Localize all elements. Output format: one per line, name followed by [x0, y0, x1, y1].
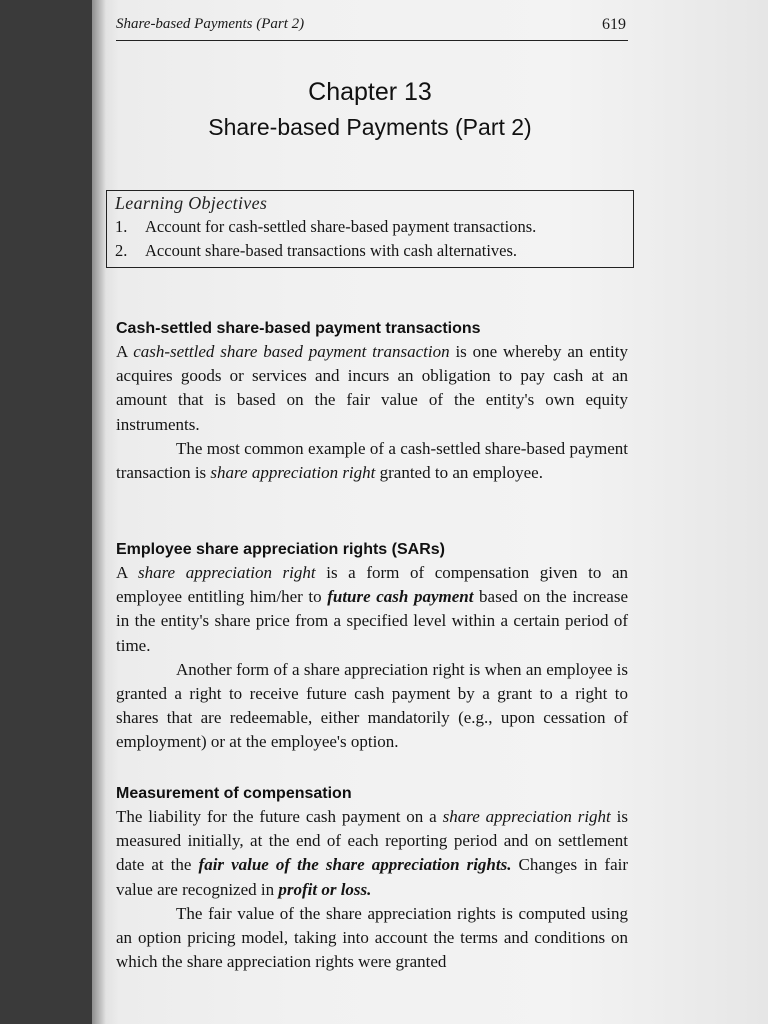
chapter-title: Share-based Payments (Part 2): [208, 114, 532, 140]
term-bold-italic: future cash payment: [327, 587, 474, 607]
term-italic: share appreciation right: [210, 463, 376, 483]
section-heading: Cash-settled share-based payment transactions: [116, 320, 481, 337]
objective-number: 2.: [115, 241, 128, 260]
objective-text: Account share-based transactions with cash alternatives.: [145, 241, 518, 260]
paragraph: A cash-settled share based payment transaction is one whereby an entity acquires goods or services and incurs an obligation to pay cash at an amount that is based on the fair value of the entity's own equity instruments.: [116, 342, 628, 434]
learning-objectives-box: [106, 190, 634, 268]
chapter-number: Chapter 13: [308, 78, 432, 106]
paragraph: The fair value of the share appreciation rights is computed using an option pricing model, taking into account the terms and conditions on which the share appreciation rights were granted: [116, 903, 628, 972]
page-edge-shadow: [92, 0, 106, 1024]
section-sars: [116, 539, 628, 755]
section-cash-settled: [116, 318, 628, 485]
section-measurement: [116, 783, 628, 974]
term-italic: cash-settled share based payment transaction: [133, 342, 450, 361]
paragraph: A share appreciation right is a form of compensation given to an employee entitling him/her to future cash payment based on the increase in the entity's share price from a specified level within a certain period of time.: [116, 563, 629, 655]
paragraph: Another form of a share appreciation right is when an employee is granted a right to receive future cash payment by a grant to a right to shares that are redeemable, either mandatorily (e.g., upon cessation of employment) or at the employee's option.: [116, 659, 628, 752]
section-heading: Measurement of compensation: [116, 785, 352, 802]
book-page: [92, 0, 768, 1024]
term-italic: share appreciation right: [442, 807, 611, 826]
objective-item: [115, 239, 625, 263]
objective-text: Account for cash-settled share-based payment transactions.: [145, 217, 537, 236]
objective-item: [115, 215, 625, 239]
page-number: 619: [602, 16, 626, 33]
paragraph: The liability for the future cash payment on a share appreciation right is measured initially, at the end of each reporting period and on settlement date at the fair value of the share appreciation rights. Changes in fair value are recognized in profit or loss.: [116, 807, 628, 899]
term-italic: share appreciation right: [137, 563, 316, 582]
running-title: Share-based Payments (Part 2): [116, 16, 305, 32]
section-heading: Employee share appreciation rights (SARs): [116, 541, 445, 558]
objective-number: 1.: [115, 217, 128, 236]
running-header: [116, 14, 628, 41]
term-bold-italic: fair value of the share appreciation rights.: [198, 855, 512, 875]
objectives-heading: Learning Objectives: [115, 193, 268, 213]
term-bold-italic: profit or loss.: [278, 879, 372, 899]
paragraph: The most common example of a cash-settled share-based payment transaction is share appreciation right granted to an employee.: [116, 438, 628, 483]
